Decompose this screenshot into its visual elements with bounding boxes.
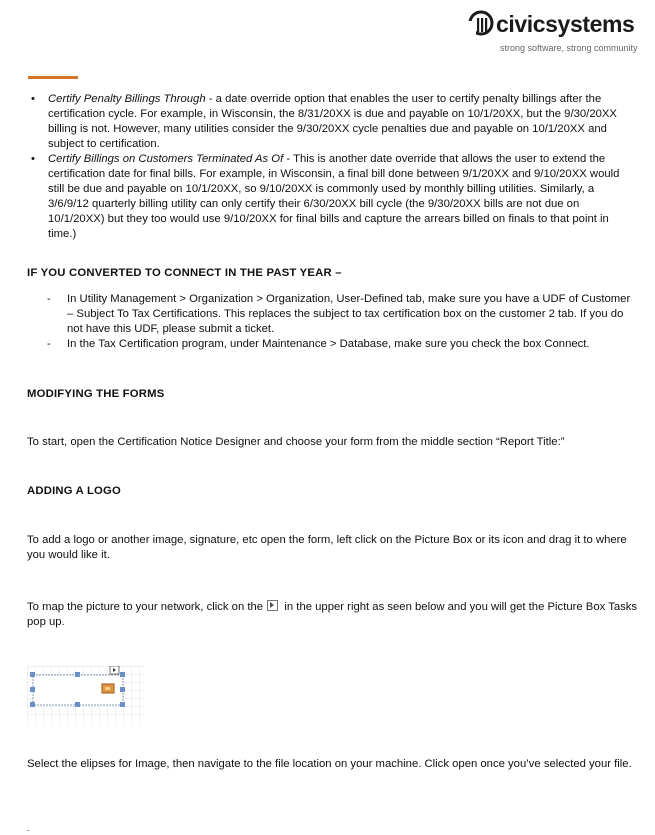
- dash-icon: -: [47, 338, 51, 350]
- adding-logo-paragraph: To add a logo or another image, signature, etc open the form, left click on the Picture Box or its icon and drag it to where you would like it.: [27, 534, 627, 561]
- select-elipses-paragraph: Select the elipses for Image, then navigate to the file location on your machine. Click open once you’ve selected your file.: [27, 758, 632, 770]
- bullet-icon: •: [31, 153, 35, 165]
- step-text: In Utility Management > Organization > Organization, User-Defined tab, make sure you have a UDF of Customer – Subject To Tax Certifications. This replaces the subject to tax certification box on the customer 2 tab. If you do not have this UDF, please submit a ticket.: [67, 293, 631, 335]
- brand-name: civicsystems: [496, 11, 635, 37]
- company-logo: [468, 8, 640, 60]
- list-item: [28, 92, 634, 152]
- option-description: - This is another date override that allows the user to extend the certification date for final bills. For example, in Wisconsin, a final bill done between 9/1/20XX and 9/10/20XX would still be due and payable on 10/1/20XX, so 9/10/20XX is commonly used by monthly billing utilities. Similarly, a 3/6/9/12 quarterly billing utility can only certify their 6/30/20XX bill cycle (the 9/30/20XX bills are not due on 10/1/20XX) but they too would use 9/10/20XX for final bills and capture the arrears billed on finals to that point in time.): [48, 153, 620, 240]
- modifying-paragraph: To start, open the Certification Notice Designer and choose your form from the middle section “Report Title:”: [27, 436, 565, 448]
- converted-steps-list: [47, 292, 633, 352]
- map-picture-text-start: To map the picture to your network, click on the: [27, 601, 264, 613]
- option-term: Certify Billings on Customers Terminated As Of: [48, 153, 284, 165]
- option-bullet-list: [28, 92, 634, 242]
- civicsystems-logo-icon: [468, 10, 494, 36]
- map-picture-text-end: in the upper right as seen below and you will get the Picture Box Tasks pop up.: [27, 601, 638, 628]
- list-item: [47, 292, 633, 337]
- dash-icon: -: [47, 293, 51, 305]
- accent-bar: [28, 76, 78, 79]
- map-picture-paragraph: [27, 600, 639, 630]
- brand-tagline: strong software, strong community: [500, 43, 638, 53]
- step-text: In the Tax Certification program, under Maintenance > Database, make sure you check the box Connect.: [67, 338, 590, 350]
- option-description: - a date override option that enables the user to certify penalty billings after the certification cycle. For example, in Wisconsin, the 8/31/20XX is due and payable on 10/1/20XX, but the 9/30/20XX billing is not. However, many utilities consider the 9/30/20XX cycle penalties due and payable on 10/1/20XX and subject to certification.: [48, 93, 617, 150]
- list-item: [28, 152, 634, 242]
- option-term: Certify Penalty Billings Through: [48, 93, 206, 105]
- list-item: [47, 337, 633, 352]
- bullet-icon: •: [31, 93, 35, 105]
- trailing-mark: .: [27, 823, 30, 833]
- section-heading-adding-logo: ADDING A LOGO: [27, 485, 122, 497]
- section-heading-modifying: MODIFYING THE FORMS: [27, 388, 165, 400]
- smart-tag-icon: [267, 600, 278, 611]
- picture-box-designer-image: [27, 666, 145, 722]
- section-heading-converted: IF YOU CONVERTED TO CONNECT IN THE PAST YEAR –: [27, 267, 342, 279]
